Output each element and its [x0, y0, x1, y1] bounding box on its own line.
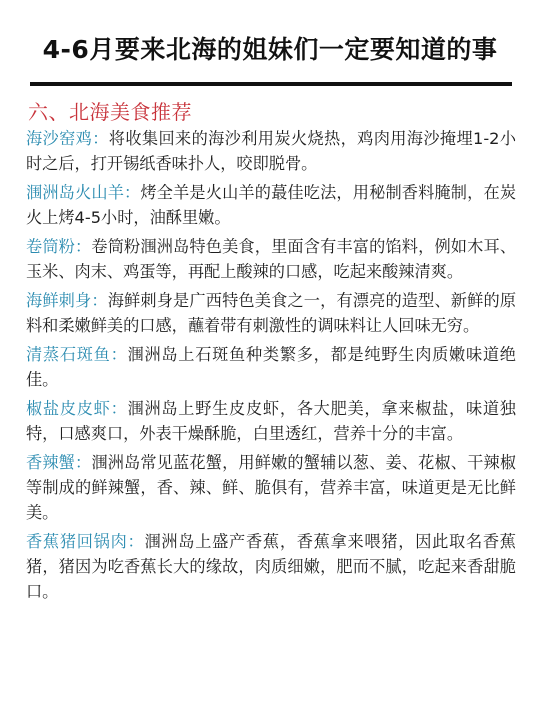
name-separator: ： [127, 532, 145, 551]
name-separator: ： [91, 291, 108, 310]
food-item [26, 234, 516, 284]
food-name: 椒盐皮皮虾 [26, 399, 111, 418]
food-list [26, 126, 516, 608]
food-name: 清蒸石斑鱼 [26, 345, 111, 364]
food-description: 涠洲岛上野生皮皮虾，各大肥美，拿来椒盐，味道独特，口感爽口，外表干燥酥脆，白里透红，营养十分的丰富。 [26, 399, 516, 443]
food-description: 烤全羊是火山羊的蕞佳吃法，用秘制香料腌制，在炭火上烤4-5小时，油酥里嫩。 [26, 183, 517, 227]
food-name: 卷筒粉 [26, 237, 76, 256]
name-separator: ： [75, 237, 92, 256]
food-description: 涠洲岛常见蓝花蟹，用鲜嫩的蟹辅以葱、姜、花椒、干辣椒等制成的鲜辣蟹，香、辣、鲜、脆俱有，营养丰富，味道更是无比鲜美。 [26, 453, 517, 522]
food-description: 卷筒粉涠洲岛特色美食，里面含有丰富的馅料，例如木耳、玉米、肉末、鸡蛋等，再配上酸辣的口感，吃起来酸辣清爽。 [26, 237, 517, 281]
food-item [26, 529, 516, 604]
section-heading: 六、北海美食推荐 [28, 100, 192, 124]
food-item [26, 450, 516, 525]
food-description: 将收集回来的海沙利用炭火烧热，鸡肉用海沙掩埋1-2小时之后，打开锡纸香味扑人，咬即脱骨。 [26, 129, 517, 173]
food-name: 海沙窑鸡 [26, 129, 93, 148]
name-separator: ： [110, 399, 128, 418]
name-separator: ： [124, 183, 141, 202]
food-description: 涠洲岛上盛产香蕉，香蕉拿来喂猪，因此取名香蕉猪，猪因为吃香蕉长大的缘故，肉质细嫩，肥而不腻，吃起来香甜脆口。 [26, 532, 516, 601]
food-name: 香蕉猪回锅肉 [26, 532, 128, 551]
food-name: 香辣蟹 [26, 453, 76, 472]
food-item [26, 288, 516, 338]
food-description: 海鲜刺身是广西特色美食之一，有漂亮的造型、新鲜的原料和柔嫩鲜美的口感，蘸着带有刺激性的调味料让人回味无穷。 [26, 291, 517, 335]
food-item [26, 342, 516, 392]
name-separator: ： [75, 453, 92, 472]
food-description: 涠洲岛上石斑鱼种类繁多，都是纯野生肉质嫩味道绝佳。 [26, 345, 516, 389]
name-separator: ： [110, 345, 128, 364]
food-item [26, 126, 516, 176]
name-separator: ： [92, 129, 109, 148]
food-item [26, 396, 516, 446]
food-name: 涠洲岛火山羊 [26, 183, 125, 202]
page-title: 4-6月要来北海的姐妹们一定要知道的事 [42, 35, 498, 64]
food-item [26, 180, 516, 230]
food-name: 海鲜刺身 [26, 291, 92, 310]
title-divider [30, 82, 512, 86]
